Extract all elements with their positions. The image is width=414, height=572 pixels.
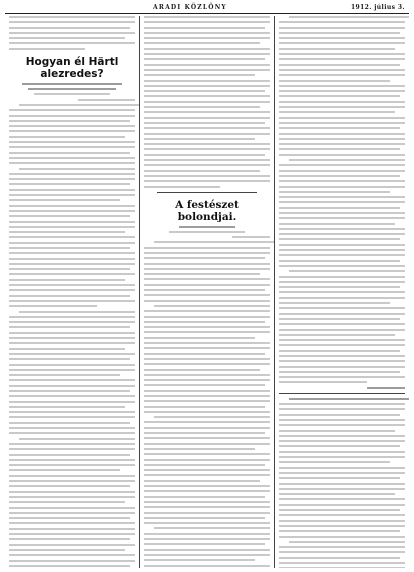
text-block <box>279 398 405 568</box>
text-block <box>144 16 270 188</box>
article-body-hartl <box>9 104 135 568</box>
article-body-festeszet <box>144 241 270 568</box>
masthead <box>5 4 409 14</box>
article-divider <box>157 192 258 193</box>
column-middle <box>139 16 274 568</box>
article-headline-festeszet: A festészet bolondjai. <box>175 198 239 223</box>
columns <box>5 16 409 568</box>
text-block <box>279 16 405 389</box>
newspaper-title: ARADI KÖZLÖNY <box>153 4 227 11</box>
article-divider <box>279 393 405 394</box>
article-headline-hartl: Hogyan él Härtl alezredes? <box>25 55 119 80</box>
column-right <box>274 16 409 568</box>
issue-date: 1912. július 3. <box>350 4 405 11</box>
text-block <box>9 16 135 50</box>
column-left <box>5 16 139 568</box>
